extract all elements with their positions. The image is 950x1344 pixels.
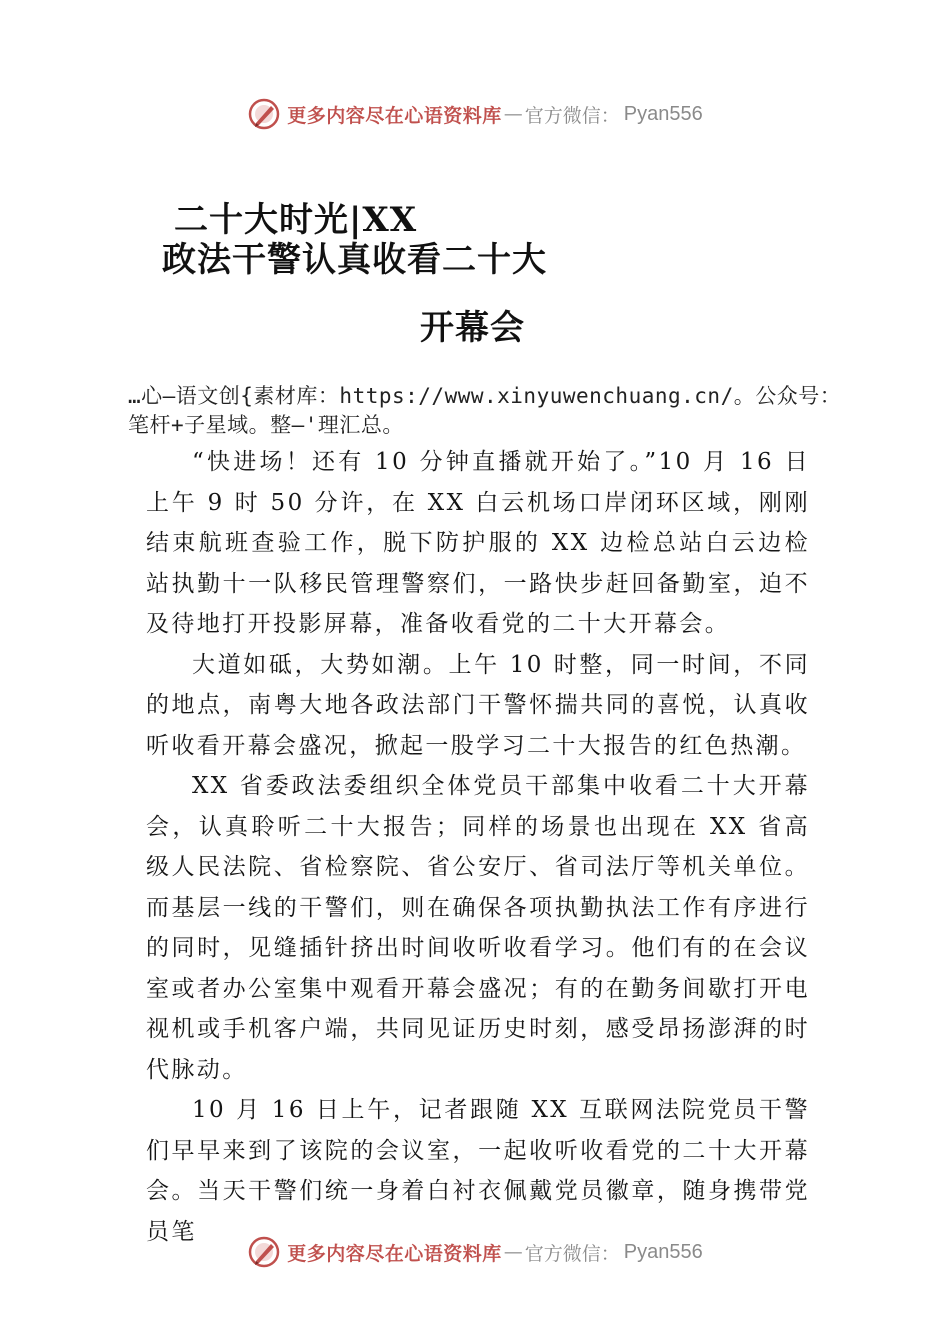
- header-watermark-banner: [0, 94, 950, 134]
- source-note: …心—语文创{素材库：https://www.xinyuwenchuang.cn/。公众号：笔杆+子星域。整—'理汇总。: [128, 384, 842, 437]
- banner-separator: —: [503, 103, 523, 125]
- banner-separator: —: [503, 1241, 523, 1263]
- banner-wechat-label: 官方微信：: [524, 104, 620, 127]
- pen-logo-icon: [247, 97, 281, 131]
- banner-wechat-id: Pyan556: [623, 102, 703, 125]
- title-line-2: 政法干警认真收看二十大: [162, 240, 547, 280]
- article-body: [146, 442, 810, 1252]
- footer-watermark-banner: [0, 1232, 950, 1272]
- title-line-3: 开幕会: [420, 308, 525, 348]
- paragraph-1: “快进场！还有 10 分钟直播就开始了。”10 月 16 日上午 9 时 50 分许，在 XX 白云机场口岸闭环区域，刚刚结束航班查验工作，脱下防护服的 XX 边检总站白云边检站执勤十一队移民管理警察们，一路快步赶回备勤室，迫不及待地打开投影屏幕，准备收看党的二十大开幕会。: [146, 449, 810, 637]
- pen-logo-icon: [247, 1235, 281, 1269]
- banner-site-text: 更多内容尽在心语资料库: [287, 104, 502, 127]
- paragraph-4: 10 月 16 日上午，记者跟随 XX 互联网法院党员干警们早早来到了该院的会议室，一起收听收看党的二十大开幕会。当天干警们统一身着白衬衣佩戴党员徽章，随身携带党员笔: [146, 1097, 810, 1245]
- banner-wechat-label: 官方微信：: [524, 1242, 620, 1265]
- title-line-1: 二十大时光|XX: [174, 200, 418, 240]
- paragraph-2: 大道如砥，大势如潮。上午 10 时整，同一时间，不同的地点，南粤大地各政法部门干警怀揣共同的喜悦，认真收听收看开幕会盛况，掀起一股学习二十大报告的红色热潮。: [146, 651, 810, 759]
- banner-wechat-id: Pyan556: [623, 1240, 703, 1263]
- banner-site-text: 更多内容尽在心语资料库: [287, 1242, 502, 1265]
- paragraph-3: XX 省委政法委组织全体党员干部集中收看二十大开幕会，认真聆听二十大报告；同样的场景也出现在 XX 省高级人民法院、省检察院、省公安厅、省司法厅等机关单位。而基层一线的干警们，则在确保各项执勤执法工作有序进行的同时，见缝插针挤出时间收听收看学习。他们有的在会议室或者办公室集中观看开幕会盛况；有的在勤务间歇打开电视机或手机客户端，共同见证历史时刻，感受昂扬澎湃的时代脉动。: [146, 773, 810, 1083]
